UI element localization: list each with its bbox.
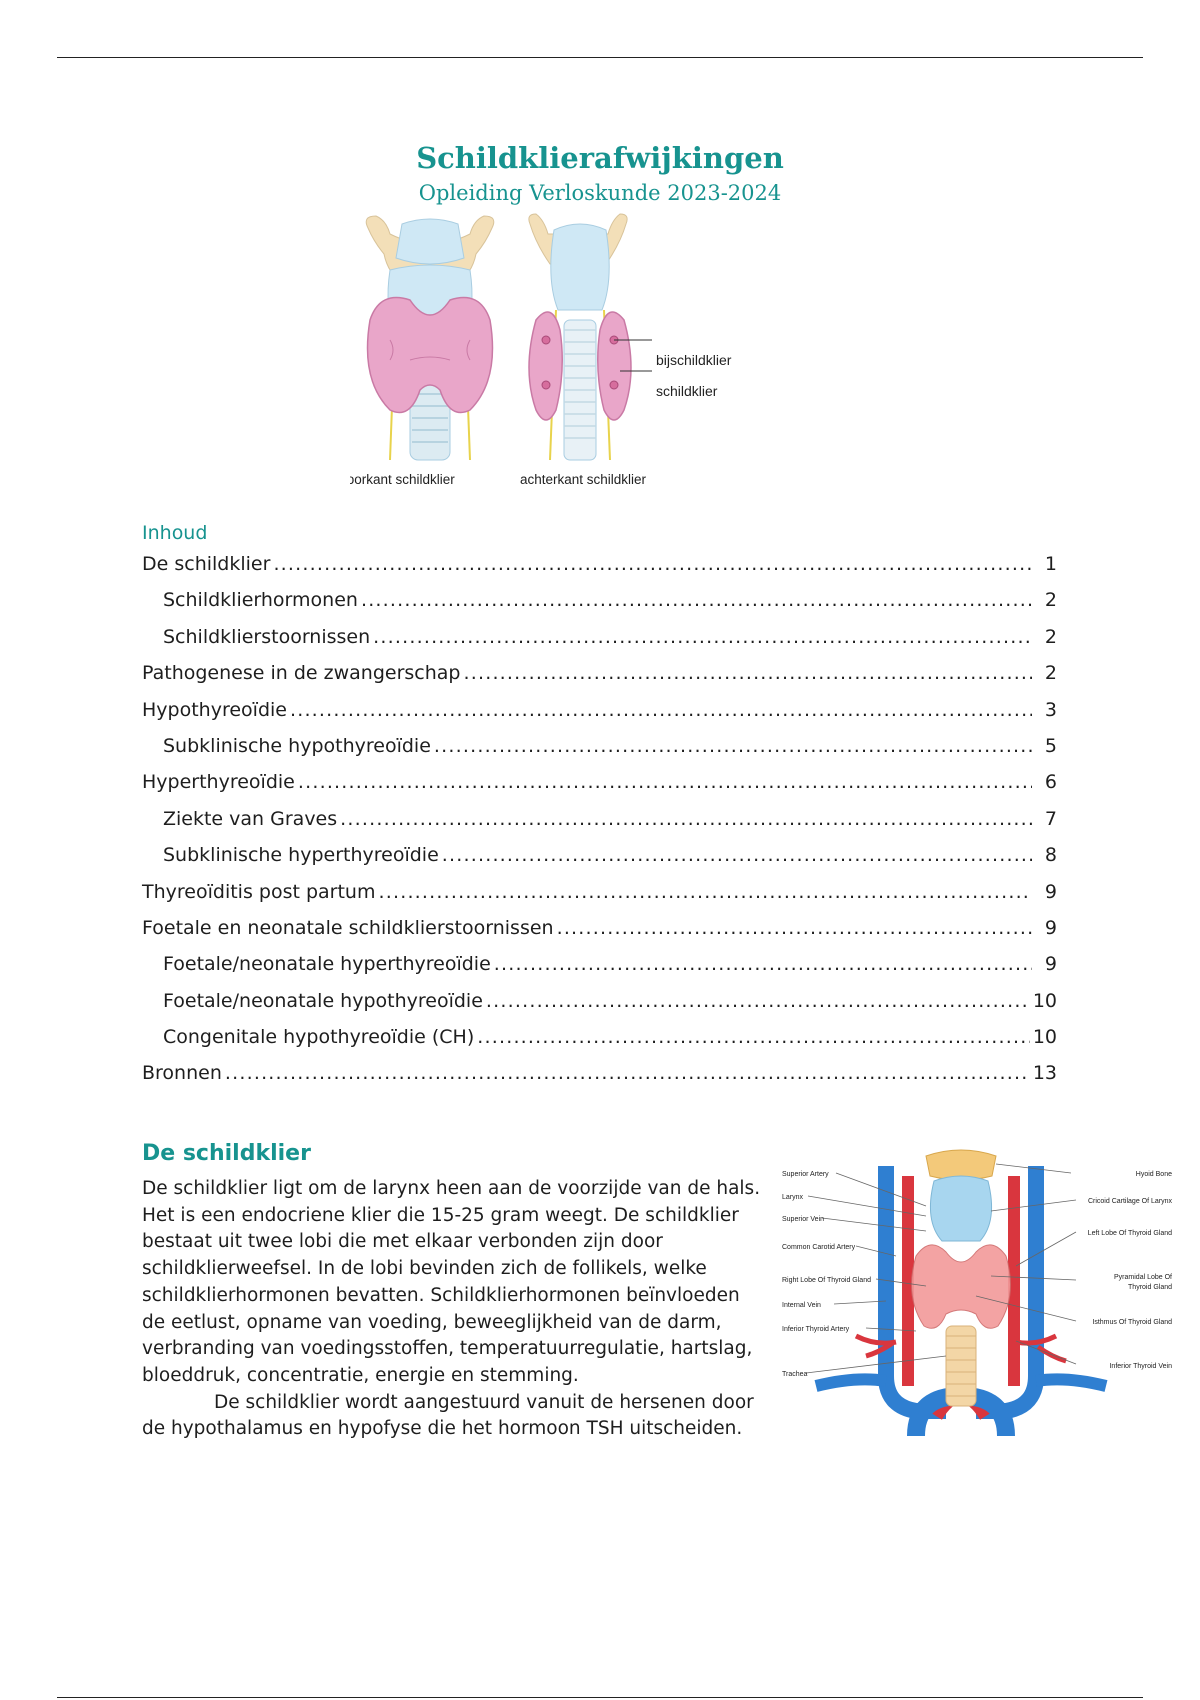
toc-entry[interactable] (142, 655, 1057, 691)
paragraph-2: De schildklier wordt aangestuurd vanuit de hersenen door de hypothalamus en hypofyse die het hormoon TSH uitscheiden. (142, 1391, 754, 1440)
toc-entry-title: De schildklier (142, 553, 271, 575)
toc-entry-page: 8 (1044, 844, 1057, 867)
toc-entry-title: Subklinische hypothyreoïdie (163, 734, 431, 757)
toc-entry[interactable] (142, 1055, 1057, 1091)
title-block (360, 140, 840, 208)
toc-entry-title: Foetale en neonatale schildklierstoornissen (142, 916, 554, 939)
toc-dot-leader (477, 1019, 1030, 1055)
toc-entry-page: 2 (1044, 589, 1057, 612)
caption-back: achterkant schildklier (520, 472, 647, 487)
toc-entry[interactable] (142, 764, 1057, 800)
label-parathyroid: bijschildklier (656, 352, 732, 368)
toc-entry-title: Foetale/neonatale hyperthyreoïdie (163, 953, 491, 976)
toc-entry-title: Ziekte van Graves (163, 807, 338, 830)
toc-entry[interactable] (142, 801, 1057, 837)
toc-entry-title: Hyperthyreoïdie (142, 771, 295, 794)
caption-front: voorkant schildklier (350, 472, 455, 487)
toc-entry-page: 5 (1044, 734, 1057, 757)
toc-dot-leader (494, 946, 1032, 982)
toc-entry-page: 10 (1032, 1026, 1057, 1049)
back-view-drawing (529, 214, 652, 460)
toc-heading: Inhoud (142, 522, 208, 544)
toc-entry[interactable] (142, 837, 1057, 873)
toc-dot-leader (378, 874, 1032, 910)
toc-dot-leader (557, 910, 1032, 946)
thyroid-anatomy-illustration (776, 1136, 1176, 1466)
toc-entry-title: Hypothyreoïdie (142, 698, 287, 721)
toc-entry-page: 3 (1044, 698, 1057, 721)
label-left-lobe: Left Lobe Of Thyroid Gland (1087, 1230, 1172, 1237)
toc-entry[interactable] (142, 874, 1057, 910)
toc-dot-leader (340, 801, 1032, 837)
label-hyoid-bone: Hyoid Bone (1135, 1171, 1172, 1178)
toc-entry-page: 6 (1044, 771, 1057, 794)
toc-dot-leader (463, 655, 1032, 691)
paragraph-1: De schildklier ligt om de larynx heen aan de voorzijde van de hals. Het is een endocriene klier die 15-25 gram weegt. De schildklier bestaat uit twee lobi die met elkaar verbonden zijn door schildklierweefsel. In de lobi bevinden zich de follikels, welke schildklierhormonen bevatten. Schildklierhormonen beïnvloeden de eetlust, opname van voeding, beweeglijkheid van de darm, verbranding van voedingsstoffen, temperatuurregulatie, hartslag, bloeddruk, concentratie, energie en stemming. (142, 1178, 761, 1386)
toc-dot-leader (361, 582, 1032, 618)
toc-list (142, 546, 1057, 1092)
label-isthmus: Isthmus Of Thyroid Gland (1092, 1319, 1172, 1326)
toc-entry-title: Pathogenese in de zwangerschap (142, 662, 461, 685)
toc-entry-title: Subklinische hyperthyreoïdie (163, 844, 439, 867)
toc-entry[interactable] (142, 910, 1057, 946)
label-inferior-thyroid-artery: Inferior Thyroid Artery (782, 1326, 850, 1333)
label-right-lobe: Right Lobe Of Thyroid Gland (782, 1277, 871, 1284)
toc-entry-title: Congenitale hypothyreoïdie (CH) (163, 1026, 475, 1049)
toc-entry-page: 9 (1044, 953, 1057, 976)
toc-entry-page: 9 (1044, 880, 1057, 903)
label-internal-vein: Internal Vein (782, 1302, 821, 1309)
label-superior-vein: Superior Vein (782, 1216, 825, 1223)
label-inferior-thyroid-vein: Inferior Thyroid Vein (1109, 1363, 1172, 1370)
anatomy-drawing (806, 1150, 1106, 1436)
toc-dot-leader (373, 619, 1032, 655)
toc-entry[interactable] (142, 619, 1057, 655)
toc-entry-page: 2 (1044, 662, 1057, 685)
toc-entry[interactable] (142, 546, 1057, 582)
thyroid-illustration (350, 210, 840, 500)
document-subtitle: Opleiding Verloskunde 2023-2024 (418, 181, 782, 205)
toc-dot-leader (434, 728, 1032, 764)
toc-entry[interactable] (142, 728, 1057, 764)
section-paragraph (142, 1176, 762, 1443)
toc-entry[interactable] (142, 582, 1057, 618)
toc-entry[interactable] (142, 692, 1057, 728)
toc-entry[interactable] (142, 1019, 1057, 1055)
front-view-drawing (366, 216, 494, 460)
toc-entry-title: Thyreoïditis post partum (142, 880, 376, 903)
toc-entry[interactable] (142, 946, 1057, 982)
toc-dot-leader (225, 1055, 1030, 1091)
label-trachea: Trachea (782, 1371, 808, 1378)
label-common-carotid-artery: Common Carotid Artery (782, 1244, 856, 1251)
toc-entry-page: 13 (1032, 1062, 1057, 1085)
toc-dot-leader (486, 983, 1030, 1019)
label-superior-artery: Superior Artery (782, 1171, 829, 1178)
label-thyroid: schildklier (656, 383, 718, 399)
toc-entry-page: 10 (1032, 989, 1057, 1012)
section-de-schildklier (142, 1140, 762, 1443)
toc-dot-leader (442, 837, 1032, 873)
toc-entry-title: Bronnen (142, 1062, 222, 1085)
toc-entry-page: 1 (1044, 553, 1057, 575)
label-pyramidal-lobe-line2: Thyroid Gland (1128, 1284, 1172, 1291)
top-rule (57, 57, 1143, 58)
label-larynx: Larynx (782, 1194, 804, 1201)
toc-dot-leader (290, 692, 1032, 728)
toc-entry-title: Foetale/neonatale hypothyreoïdie (163, 989, 483, 1012)
section-heading: De schildklier (142, 1141, 311, 1166)
label-cricoid-cartilage: Cricoid Cartilage Of Larynx (1087, 1198, 1172, 1205)
toc-entry-page: 9 (1044, 916, 1057, 939)
bottom-rule (57, 1697, 1143, 1698)
toc-dot-leader (273, 546, 1032, 582)
toc-dot-leader (298, 764, 1032, 800)
toc-entry-title: Schildklierhormonen (163, 589, 358, 612)
toc-entry[interactable] (142, 983, 1057, 1019)
label-pyramidal-lobe: Pyramidal Lobe Of (1114, 1274, 1172, 1281)
toc-entry-page: 7 (1044, 807, 1057, 830)
toc-entry-page: 2 (1044, 625, 1057, 648)
toc-entry-title: Schildklierstoornissen (163, 625, 371, 648)
table-of-contents (142, 520, 1057, 1092)
document-title: Schildklierafwijkingen (416, 141, 784, 175)
